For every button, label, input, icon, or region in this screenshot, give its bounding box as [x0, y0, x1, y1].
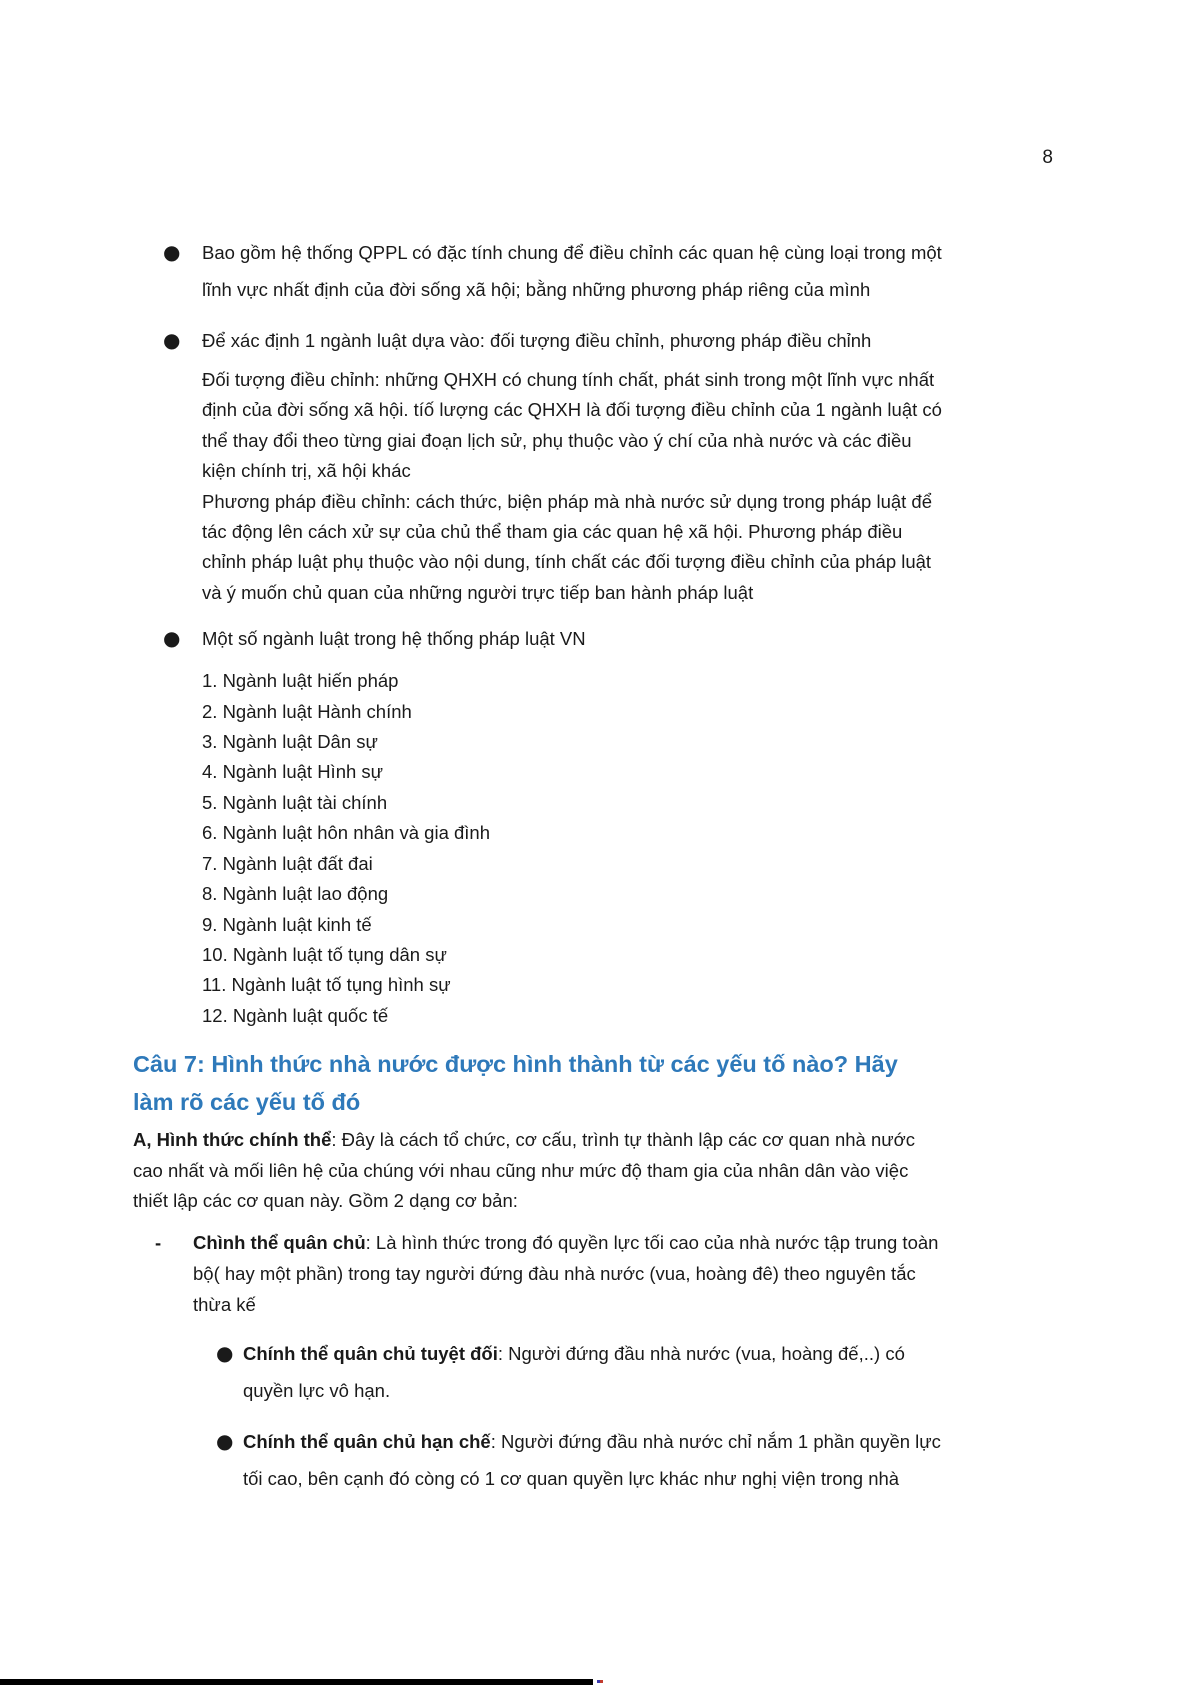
bullet-icon: ●: [163, 626, 181, 651]
bullet-line: Một số ngành luật trong hệ thống pháp luật VN: [202, 628, 586, 650]
bullet-icon: ●: [163, 328, 181, 352]
heading-line: Câu 7: Hình thức nhà nước được hình thành từ các yếu tố nào? Hãy: [133, 1051, 898, 1078]
law-item: 5. Ngành luật tài chính: [202, 791, 388, 813]
paragraph-line: kiện chính trị, xã hội khác: [202, 460, 411, 482]
body-line: thừa kế: [193, 1293, 256, 1315]
bold-run: Chính thể quân chủ hạn chế: [243, 1430, 491, 1452]
paragraph-line: Đối tượng điều chỉnh: những QHXH có chung tính chất, phát sinh trong một lĩnh vực nhất: [202, 369, 935, 390]
body-line: tối cao, bên cạnh đó còng có 1 cơ quan quyền lực khác như nghị viện trong nhà: [243, 1467, 900, 1489]
paragraph-line: Phương pháp điều chỉnh: cách thức, biện pháp mà nhà nước sử dụng trong pháp luật để: [202, 490, 933, 512]
bold-run: A, Hình thức chính thể: [133, 1129, 332, 1151]
explanation-paragraph: [133, 365, 1073, 608]
page-bottom-bar: [0, 1679, 593, 1685]
bullet-icon: ●: [216, 1340, 234, 1365]
bullet-icon: ●: [163, 240, 181, 264]
bullet-line: Bao gồm hệ thống QPPL có đặc tính chung để điều chỉnh các quan hệ cùng loại trong một: [202, 242, 942, 263]
paragraph-line: chỉnh pháp luật phụ thuộc vào nội dung, tính chất các đối tượng điều chỉnh của pháp luật: [202, 551, 932, 573]
bullet-line: lĩnh vực nhất định của đời sống xã hội; bằng những phương pháp riêng của mình: [202, 279, 871, 300]
bullet-icon: ●: [216, 1428, 234, 1453]
dash-list-item: [133, 1228, 1073, 1320]
paragraph-line: tác động lên cách xử sự của chủ thể tham gia các quan hệ xã hội. Phương pháp điều: [202, 521, 903, 543]
body-line: [243, 1423, 1073, 1460]
artifact-dot-red: [600, 1680, 603, 1683]
bullet-item: [133, 322, 1073, 359]
body-line: quyền lực vô hạn.: [243, 1379, 391, 1401]
bullet-line: Để xác định 1 ngành luật dựa vào: đối tượng điều chỉnh, phương pháp điều chỉnh: [202, 330, 872, 351]
section-heading: [133, 1045, 1073, 1121]
body-line: [133, 1125, 1073, 1155]
paragraph-line: và ý muốn chủ quan của những người trực tiếp ban hành pháp luật: [202, 581, 754, 603]
body-line: thiết lập các cơ quan này. Gồm 2 dạng cơ bản:: [133, 1189, 518, 1211]
law-item: 12. Ngành luật quốc tế: [202, 1004, 389, 1026]
body-line: cao nhất và mối liên hệ của chúng với nhau cũng như mức độ tham gia của nhân dân vào việc: [133, 1159, 909, 1181]
bullet-item: [133, 620, 1073, 657]
sub-bullet-item: [133, 1335, 1073, 1409]
paragraph-line: định của đời sống xã hội. tíố lượng các QHXH là đối tượng điều chỉnh của 1 ngành luật có: [202, 399, 942, 421]
body-line: [193, 1228, 1073, 1259]
text-run: : Người đứng đầu nhà nước (vua, hoàng đế,..) có: [497, 1342, 905, 1364]
page-number: 8: [1042, 147, 1053, 168]
document-content: [133, 234, 1073, 1497]
law-item: 1. Ngành luật hiến pháp: [202, 670, 399, 692]
body-line: bộ( hay một phần) trong tay người đứng đàu nhà nước (vua, hoàng đê) theo nguyên tắc: [193, 1263, 916, 1285]
text-run: : Là hình thức trong đó quyền lực tối cao của nhà nước tập trung toàn: [365, 1232, 939, 1254]
laws-list: [133, 666, 1073, 1031]
sub-bullet-item: [133, 1423, 1073, 1497]
body-line: [243, 1335, 1073, 1372]
law-item: 3. Ngành luật Dân sự: [202, 731, 378, 753]
law-item: 11. Ngành luật tố tụng hình sự: [202, 974, 451, 996]
dash-icon: -: [155, 1232, 162, 1254]
law-item: 4. Ngành luật Hình sự: [202, 761, 384, 783]
law-item: 2. Ngành luật Hành chính: [202, 700, 412, 722]
bullet-item: [133, 234, 1073, 308]
text-run: : Đây là cách tổ chức, cơ cấu, trình tự thành lập các cơ quan nhà nước: [331, 1129, 916, 1151]
law-item: 6. Ngành luật hôn nhân và gia đình: [202, 822, 491, 844]
paragraph-line: thể thay đổi theo từng giai đoạn lịch sử, phụ thuộc vào ý chí của nhà nước và các điều: [202, 429, 912, 451]
law-item: 10. Ngành luật tố tụng dân sự: [202, 943, 447, 965]
bold-run: Chính thể quân chủ tuyệt đối: [243, 1342, 498, 1364]
bold-run: Chình thể quân chủ: [193, 1232, 366, 1254]
section-a-paragraph: [133, 1125, 1073, 1216]
law-item: 7. Ngành luật đất đai: [202, 852, 373, 874]
law-item: 9. Ngành luật kinh tế: [202, 913, 372, 935]
heading-line: làm rõ các yếu tố đó: [133, 1089, 361, 1116]
text-run: : Người đứng đầu nhà nước chỉ nắm 1 phần quyền lực: [490, 1430, 941, 1452]
law-item: 8. Ngành luật lao động: [202, 883, 389, 905]
